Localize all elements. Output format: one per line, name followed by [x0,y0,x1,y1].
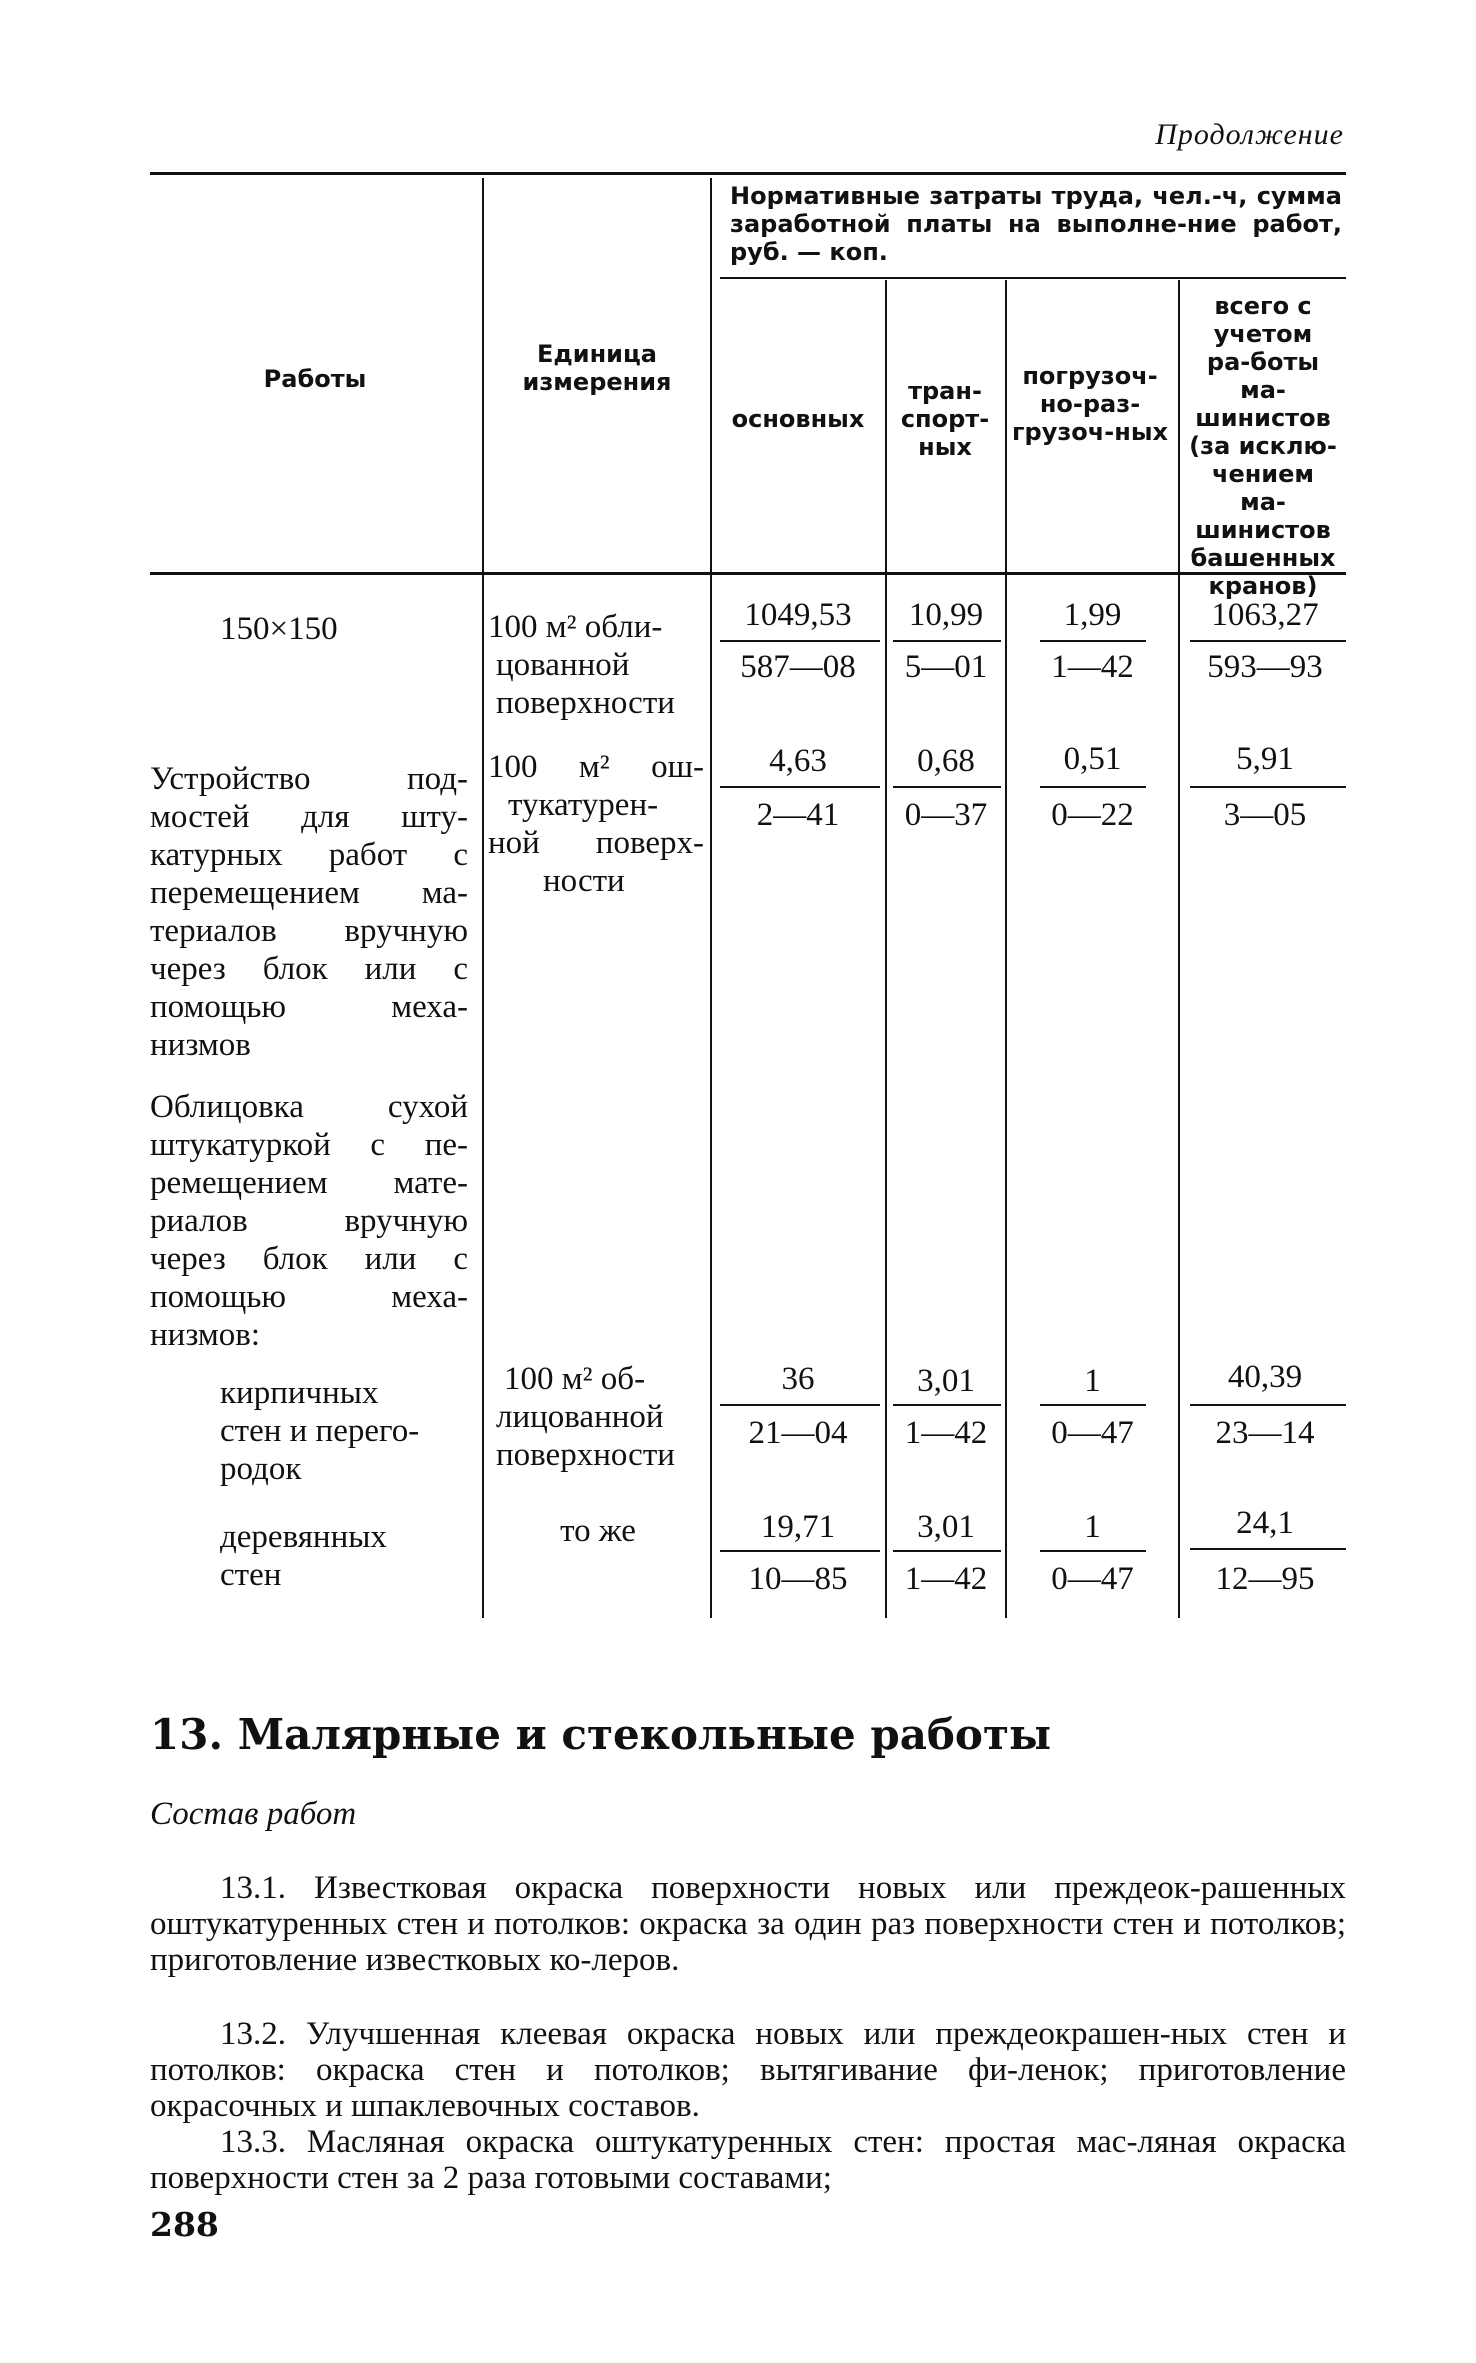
row5-transport-rule [893,1550,1001,1552]
row2-unit-line: тукатурен- [508,787,659,823]
row1-work: 150×150 [220,611,338,647]
row5-total-bottom: 12—95 [1215,1561,1315,1597]
row4-work [220,1374,470,1488]
row2-unit-line: ности [543,863,625,899]
row2-total-bottom: 3—05 [1223,797,1307,833]
row4-transport-bottom: 1—42 [904,1415,988,1451]
row5-total-top: 24,1 [1236,1505,1294,1541]
row2-transport-top: 0,68 [917,743,975,779]
divider-main-transport [885,280,887,1618]
row2-work-line: низмов [150,1027,251,1063]
row4-transport-top: 3,01 [917,1363,975,1399]
header-loading: погрузоч-но-раз-грузоч-ных [1012,362,1168,446]
row1-transport-top: 10,99 [908,597,984,633]
row5-transport-bottom: 1—42 [904,1561,988,1597]
header-norms-group: Нормативные затраты труда, чел.-ч, сумма заработной платы на выполне-ние работ, руб. — коп. [730,182,1342,266]
row2-transport-rule [893,786,1001,788]
row1-loading-bottom: 1—42 [1051,649,1134,685]
header-bottom-rule [150,572,1346,575]
row4-work-line: кирпичных [220,1375,379,1411]
row4-transport-rule [893,1404,1001,1406]
row3-work-line: риалов вручную [150,1203,468,1239]
row2-loading-rule [1040,786,1146,788]
row1-unit [488,608,708,722]
row2-unit [488,748,704,900]
header-unit: Единица измерения [522,340,672,396]
row5-loading-bottom: 0—47 [1051,1561,1134,1597]
section-title: 13. Малярные и стекольные работы [150,1710,1052,1759]
row2-work [150,760,468,1064]
row5-main-top: 19,71 [760,1509,836,1545]
row3-work-line: ремещением мате- [150,1165,468,1201]
row1-transport-bottom: 5—01 [904,649,988,685]
row3-work [150,1088,468,1354]
row4-unit-line: 100 м² об- [504,1361,646,1397]
row5-work-line: стен [220,1557,282,1593]
row1-main-bottom: 587—08 [740,649,856,685]
row2-work-line: помощью меха- [150,989,468,1025]
row5-total-rule [1190,1548,1346,1550]
row1-loading-top: 1,99 [1063,597,1122,633]
row4-unit [496,1360,710,1474]
row4-work-line: родок [220,1451,302,1487]
row2-work-line: Устройство под- [150,761,468,797]
row5-work-line: деревянных [220,1519,387,1555]
row5-transport-top: 3,01 [917,1509,975,1545]
divider-work-unit [482,178,484,1618]
row4-work-line: стен и перего- [220,1413,420,1449]
row5-loading-rule [1040,1550,1146,1552]
row2-total-rule [1190,786,1346,788]
page-number: 288 [150,2205,219,2244]
row4-main-top: 36 [781,1361,815,1397]
paragraph-13-1: 13.1. Известковая окраска поверхности новых или преждеок-рашенных оштукатуренных стен и потолков: окраска за один раз поверхности стен и потолков; приготовление известковых ко-леров. [150,1870,1346,1978]
row5-unit: то же [560,1513,636,1549]
row1-main-rule [720,640,880,642]
row4-loading-bottom: 0—47 [1051,1415,1134,1451]
divider-transport-loading [1005,280,1007,1618]
row2-main-top: 4,63 [769,743,827,779]
row4-unit-line: поверхности [496,1437,675,1473]
row3-work-line: штукатуркой с пе- [150,1127,468,1163]
row1-total-bottom: 593—93 [1207,649,1323,685]
paragraph-13-2: 13.2. Улучшенная клеевая окраска новых или преждеокрашен-ных стен и потолков: окраска стен и потолков; вытягивание фи-ленок; приготовление окрасочных и шпаклевочных составов. [150,2016,1346,2124]
row2-unit-line: ной поверх- [488,825,704,861]
row1-main-top: 1049,53 [744,597,852,633]
row2-unit-line: 100 м² ош- [488,749,704,785]
row1-unit-line: поверхности [496,685,675,721]
row2-work-line: катурных работ с [150,837,468,873]
row3-work-line: помощью меха- [150,1279,468,1315]
row4-total-rule [1190,1404,1346,1406]
row2-loading-top: 0,51 [1063,741,1122,777]
section-subtitle: Состав работ [150,1796,357,1832]
header-total: всего с учетом ра-боты ма-шинистов (за исклю-чением ма-шинистов башенных кранов) [1189,292,1337,600]
group-header-rule [720,277,1346,279]
row2-loading-bottom: 0—22 [1051,797,1134,833]
row2-total-top: 5,91 [1236,741,1294,777]
paragraph-13-3: 13.3. Масляная окраска оштукатуренных стен: простая мас-ляная окраска поверхности стен за 2 раза готовыми составами; [150,2124,1346,2196]
row5-work [220,1518,470,1594]
row2-main-rule [720,786,880,788]
row1-total-rule [1190,640,1346,642]
row2-main-bottom: 2—41 [756,797,840,833]
row2-transport-bottom: 0—37 [904,797,988,833]
table-top-rule [150,172,1346,175]
divider-unit-main [710,178,712,1618]
row4-total-top: 40,39 [1227,1359,1303,1395]
row4-unit-line: лицованной [496,1399,664,1435]
row2-work-line: мостей для шту- [150,799,468,835]
row4-main-bottom: 21—04 [748,1415,848,1451]
row5-main-rule [720,1550,880,1552]
row4-loading-rule [1040,1404,1146,1406]
row1-unit-line: 100 м² обли- [488,609,663,645]
row1-total-top: 1063,27 [1211,597,1319,633]
header-work: Работы [263,365,367,393]
row1-transport-rule [893,640,1001,642]
row3-work-line: Облицовка сухой [150,1089,468,1125]
row5-main-bottom: 10—85 [748,1561,848,1597]
row1-loading-rule [1040,640,1146,642]
header-main: основных [731,405,865,433]
row4-main-rule [720,1404,880,1406]
row3-work-line: через блок или с [150,1241,468,1277]
row2-work-line: перемещением ма- [150,875,468,911]
row5-loading-top: 1 [1084,1509,1101,1545]
row3-work-line: низмов: [150,1317,261,1353]
row4-loading-top: 1 [1084,1363,1101,1399]
row1-unit-line: цованной [496,647,630,683]
row2-work-line: териалов вручную [150,913,468,949]
divider-loading-total [1178,280,1180,1618]
header-transport: тран-спорт-ных [900,377,990,461]
row2-work-line: через блок или с [150,951,468,987]
row4-total-bottom: 23—14 [1215,1415,1315,1451]
continued-label: Продолжение [1155,118,1344,151]
